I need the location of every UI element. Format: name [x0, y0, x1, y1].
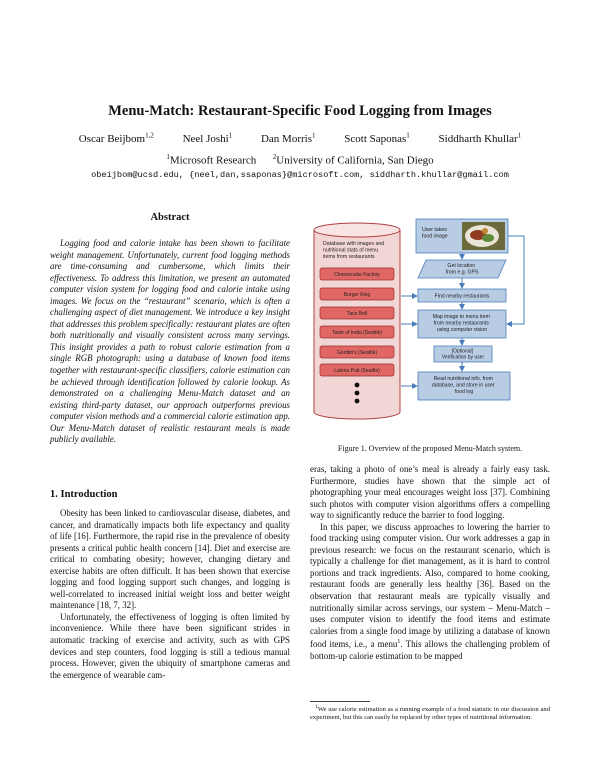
affiliation: University of California, San Diego [276, 154, 434, 167]
body-paragraph: Obesity has been linked to cardiovascular disease, diabetes, and cancer, and dramatically impacts both life expectancy and quality of life [16]. Furthermore, the rapid rise in the prevalence of obesity presents a critical public health concern [14]. Diet and exercise are critical to combating obesity; however, changing dietary and exercise habits are often difficult. It has been shown that exercise logging and food logging support such changes, and logging is well-correlated to increased initial weight loss and better weight maintenance [18, 7, 32]. [50, 508, 290, 611]
author: Siddharth Khullar$^1$ [438, 131, 522, 145]
step-label: Map image to menu item from nearby restaurants using computer vision [432, 314, 490, 333]
footnote-divider [310, 701, 370, 702]
restaurant-label: Taco Bell [346, 311, 368, 317]
database-cylinder-top [314, 223, 400, 237]
figure-caption: Figure 1. Overview of the proposed Menu-Match system. [337, 444, 523, 453]
author: Dan Morris$^1$ [260, 131, 316, 145]
figure-overview-diagram [310, 216, 550, 438]
paper-title: Menu-Match: Restaurant-Specific Food Logging from Images [108, 103, 492, 119]
ellipsis-dot [355, 383, 360, 388]
step-label: User takes food image [422, 227, 448, 240]
section-heading-introduction: 1. Introduction [50, 489, 118, 500]
food-photo-icon [462, 222, 505, 250]
step-label: Read nutritional info. from database, and store in user food log [431, 376, 495, 395]
abstract-paragraph: Logging food and calorie intake has been shown to facilitate weight management. Unfortunately, current food logging methods are time-consuming and cumbersome, which limits their effectiveness. To address this limitation, we present an automated computer vision system for logging food and calorie intake using images. We focus on the “restaurant” scenario, which is often a challenging aspect of diet management. We introduce a key insight that addresses this problem specifically: restaurant plates are often both nutritionally and visually consistent across many servings. This insight provides a path to robust calorie estimation from a single RGB photograph: using a database of known food items together with restaurant-specific classifiers, calorie estimation can be achieved through identification followed by calorie lookup. As demonstrated on a challenging Menu-Match dataset and an existing third-party dataset, our approach outperforms previous computer vision methods and a commercial calorie estimation app. Our Menu-Match dataset of realistic restaurant meals is made publicly available. [50, 238, 290, 445]
ellipsis-dot [355, 391, 360, 396]
step-label: Find nearby restaurants [434, 293, 490, 300]
restaurant-label: Gordito's (Seattle) [336, 350, 378, 356]
step-label: [Optional] Verification by user [441, 348, 485, 361]
step-label: Get location from e.g. GPS [445, 263, 479, 276]
restaurant-label: Burger King [343, 292, 371, 298]
restaurant-label: Cheesecake Factory [334, 272, 380, 278]
author: Scott Saponas$^1$ [344, 131, 410, 145]
ellipsis-dot [355, 399, 360, 404]
footnote: $^1$We use calorie estimation as a running example of a food statistic in our discussion and experiment, but this can easily be replaced by other types of nutritional information. [310, 705, 550, 722]
restaurant-label: Lalena Pub (Seattle) [334, 368, 380, 374]
restaurant-label: Taste of India (Seattle) [331, 330, 383, 336]
flow-arrow [507, 236, 524, 324]
author-emails: obeijbom@ucsd.edu, {neel,dan,ssaponas}@microsoft.com, siddharth.khullar@gmail.com [91, 170, 509, 180]
abstract-body [50, 238, 290, 446]
body-paragraph: In this paper, we discuss approaches to lowering the barrier to food tracking using computer vision. Our work addresses a gap in previous research: we focus on the restaurant scenario, which is typically a challenge for diet management, as it is hard to control portions and track ingredients. Also, compared to home cooking, restaurant foods are generally less healthy [36]. Based on the observation that restaurant meals are typically visually and nutritionally similar across servings, our system – Menu-Match – uses computer vision to identify the food items and estimate calories from a single food image by utilizing a database of known food items, i.e., a menu$^1$. This allows the challenging problem of bottom-up calorie estimation to be mapped [310, 521, 550, 661]
affiliation: Microsoft Research [169, 154, 257, 167]
author-list [0, 128, 600, 146]
author: Oscar Beijbom$^{1,2}$ [78, 131, 154, 145]
intro-left-column [50, 508, 290, 681]
abstract-heading: Abstract [150, 212, 190, 223]
body-paragraph: eras, taking a photo of one’s meal is already a fairly easy task. Furthermore, studies have shown that the simple act of photographing your meal encourages weight loss [37]. Combining such photos with computer vision algorithms offers a compelling way to significantly reduce the barrier to food logging. [310, 464, 550, 521]
affiliations: $^1$Microsoft Research $^2$University of California, San Diego [166, 153, 434, 167]
body-paragraph: Unfortunately, the effectiveness of logging is often limited by inconvenience. While there have been significant strides in automatic tracking of exercise and activity, such as with GPS devices and step counters, food logging is still a tedious manual process. However, given the ubiquity of smartphone cameras and the emergence of wearable cam- [50, 611, 290, 680]
author: Neel Joshi$^1$ [182, 131, 233, 145]
intro-right-column [310, 464, 550, 662]
database-label: Database with images and nutritional stats of menu items from restaurants [323, 241, 385, 260]
